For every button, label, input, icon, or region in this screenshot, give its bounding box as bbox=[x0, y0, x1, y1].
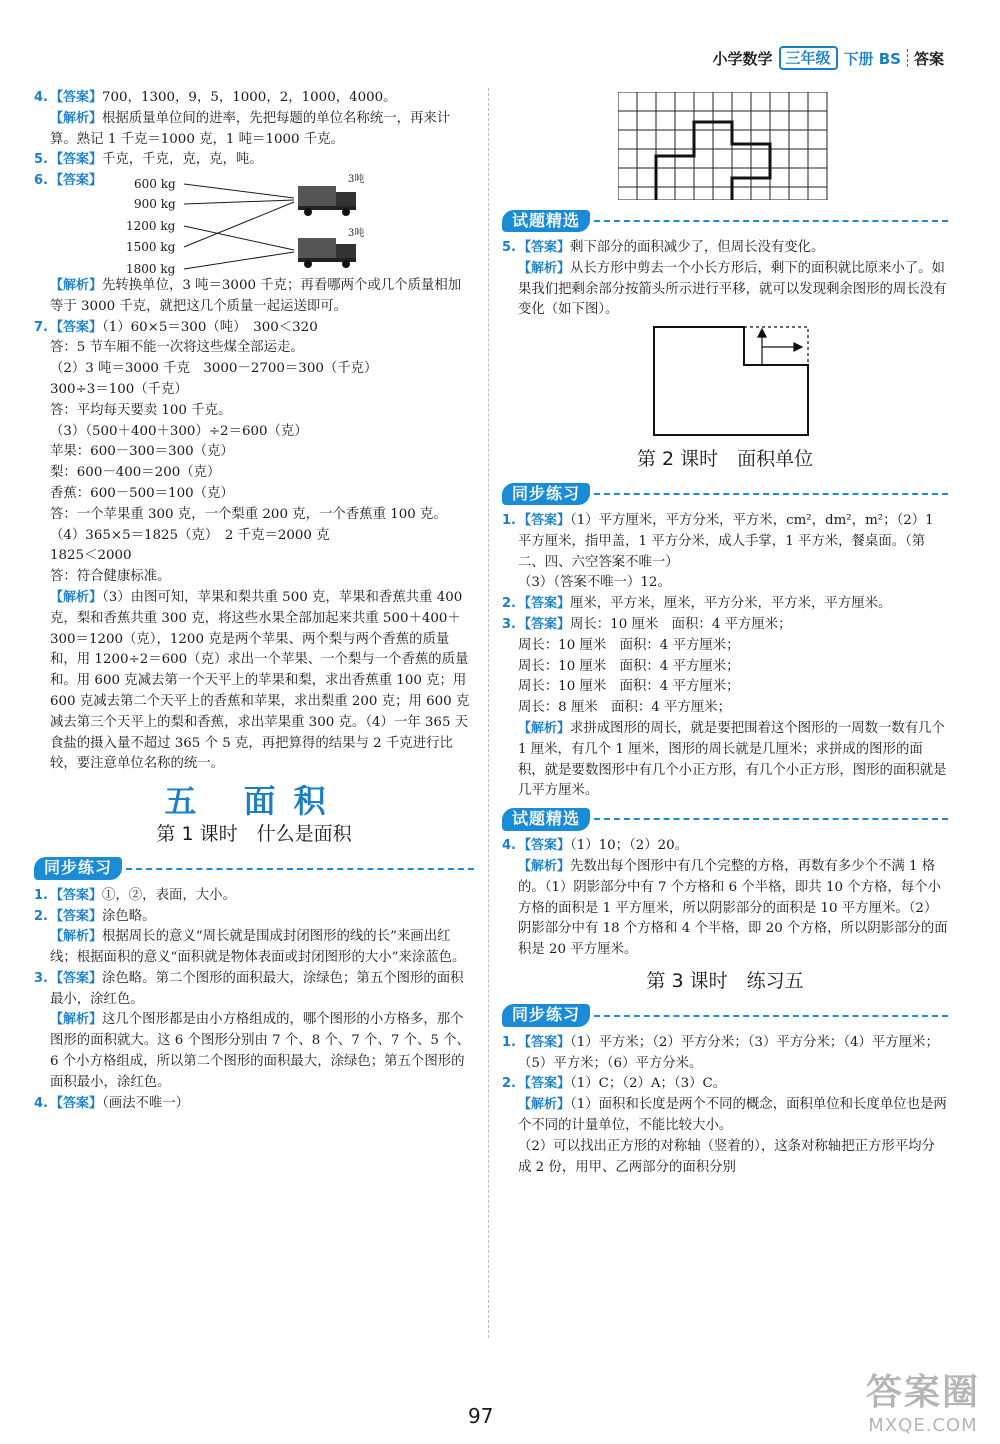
sync-practice-banner bbox=[502, 480, 948, 508]
question-number: 6. bbox=[34, 173, 48, 189]
watermark-logo bbox=[866, 1364, 980, 1436]
answer-line: 300÷3＝100（千克） bbox=[50, 381, 188, 397]
exercise-question-2 bbox=[502, 1074, 948, 1178]
analysis-text: 根据周长的意义“周长就是围成封闭图形的线的长”来画出红线；根据面积的意义“面积就是物体表面或封闭图形的大小”来涂蓝色。 bbox=[50, 929, 466, 966]
question-number: 5. bbox=[34, 152, 48, 168]
banner-label: 同步练习 bbox=[502, 1004, 590, 1027]
sync-question-3 bbox=[34, 969, 474, 1094]
answer-line: 苹果：600－300＝300（克） bbox=[50, 444, 234, 460]
area-unit-question-1 bbox=[502, 511, 948, 594]
answer-text: 千克，千克，克，克，吨。 bbox=[102, 152, 263, 168]
question-number: 1. bbox=[502, 512, 516, 528]
analysis-text: 求拼成图形的周长，就是要把围着这个图形的一周数一数有几个 1 厘米，有几个 1 厘米，图形的周长就是几厘米；求拼成的图形的面积，就是要数图形中有几个小正方形，有几个小正方形，图形的面积就是几平方厘米。 bbox=[518, 720, 947, 799]
answer-text: 涂色略。第二个图形的面积最大，涂绿色；第五个图形的面积最小，涂红色。 bbox=[50, 970, 464, 1007]
header-volume: 下册 BS bbox=[843, 49, 901, 68]
question-number: 2. bbox=[34, 908, 48, 924]
question-7 bbox=[34, 318, 474, 776]
analysis-tag: 【解析】 bbox=[50, 1012, 103, 1028]
question-number: 2. bbox=[502, 1076, 516, 1092]
weight-label: 1200 kg bbox=[126, 218, 176, 233]
sync-practice-banner bbox=[502, 1002, 948, 1030]
area-unit-question-4 bbox=[502, 836, 948, 961]
lesson-title: 第 3 课时 练习五 bbox=[646, 969, 804, 992]
weight-label: 1500 kg bbox=[126, 239, 176, 254]
analysis-text: （3）由图可知，苹果和梨共重 500 克，苹果和香蕉共重 400 克，梨和香蕉共重 300 克，将这些水果全部加起来共重 500＋400＋300＝1200（克），1200 克是两个苹果、两个梨与两个香蕉的质量和，用 1200÷2＝600（克）求出一个苹果、一个梨与一个香蕉的质量和。用 600 克减去第一个天平上的苹果和梨，求出香蕉重 100 克；用 600 克减去第二个天平上的香蕉和苹果，求出梨重 200 克；用 600 克减去第三个天平上的梨和香蕉，求出苹果重 300 克。（4）一年 365 天食盐的摄入量不超过 365 个 5 克，再把算得的结果与 2 千克进行比较，要注意单位名称的统一。 bbox=[50, 589, 470, 772]
column-divider bbox=[488, 88, 489, 1338]
answer-text: （1）10；（2）20。 bbox=[570, 838, 689, 854]
analysis-text: 根据质量单位间的进率，先把每题的单位名称统一，再来计算。熟记 1 千克＝1000 克，1 吨＝1000 千克。 bbox=[50, 110, 451, 147]
answer-line: 答：符合健康标准。 bbox=[50, 569, 171, 585]
answer-text: （画法不唯一） bbox=[102, 1095, 190, 1111]
answer-line: 周长：10 厘米 面积：4 平方厘米； bbox=[518, 658, 740, 674]
sync-question-2 bbox=[34, 907, 474, 969]
banner-label: 试题精选 bbox=[502, 808, 590, 831]
grid-drawing-figure bbox=[618, 92, 948, 204]
analysis-tag: 【解析】 bbox=[518, 858, 571, 874]
selected-question-5 bbox=[502, 238, 948, 321]
banner-label: 同步练习 bbox=[502, 483, 590, 506]
answer-line: 梨：600－400＝200（克） bbox=[50, 465, 221, 481]
answer-line: 周长：10 厘米 面积：4 平方厘米； bbox=[570, 616, 792, 632]
answer-tag: 【答案】 bbox=[50, 173, 103, 189]
rectangle-translation-figure bbox=[652, 325, 948, 439]
answer-line: （2）3 吨＝3000 千克 3000－2700＝300（千克） bbox=[50, 361, 378, 377]
answer-tag: 【答案】 bbox=[518, 616, 571, 632]
truck-capacity-label: 3吨 bbox=[348, 227, 365, 239]
selected-questions-banner bbox=[502, 207, 948, 235]
banner-dashes bbox=[594, 1015, 948, 1017]
analysis-text: 先转换单位，3 吨＝3000 千克；再看哪两个或几个质量相加等于 3000 千克，就把这几个质量一起运送即可。 bbox=[50, 277, 462, 314]
area-unit-question-2 bbox=[502, 594, 948, 615]
question-number: 7. bbox=[34, 319, 48, 335]
answer-line: 1825＜2000 bbox=[50, 548, 132, 564]
question-number: 1. bbox=[34, 887, 48, 903]
answer-tag: 【答案】 bbox=[518, 838, 571, 854]
answer-line: （3）（500＋400＋300）÷2＝600（克） bbox=[50, 423, 308, 439]
answer-line: 答：平均每天要卖 100 千克。 bbox=[50, 402, 232, 418]
sync-question-1 bbox=[34, 886, 474, 907]
banner-dashes bbox=[126, 868, 474, 870]
watermark-url: MXQE.COM bbox=[868, 1415, 978, 1436]
answer-tag: 【答案】 bbox=[50, 90, 103, 105]
page-number: 97 bbox=[468, 1404, 494, 1428]
lesson-title: 第 2 课时 面积单位 bbox=[636, 448, 814, 471]
answer-tag: 【答案】 bbox=[518, 596, 571, 612]
sync-practice-banner bbox=[34, 855, 474, 883]
answer-text: （1）平方厘米，平方分米，平方米，cm²，dm²，m²；（2）1 平方厘米，指甲盖，1 平方分米，成人手掌，1 平方米，餐桌面。（第二、四、六空答案不唯一） bbox=[518, 512, 934, 570]
analysis-tag: 【解析】 bbox=[50, 589, 103, 605]
header-answers: 答案 bbox=[913, 49, 944, 68]
analysis-text: 先数出每个图形中有几个完整的方格，再数有多少个不满 1 格的。（1）阴影部分中有 7 个方格和 6 个半格，即共 10 个方格，每个小方格的面积是 1 平方厘米，所以阴影部分的面积是 10 平方厘米。（2）阴影部分中有 18 个方格和 4 个半格，即 20 个方格，所以阴影部分的面积是 20 平方厘米。 bbox=[518, 858, 948, 958]
cut-rectangle-diagram bbox=[652, 325, 822, 437]
square-grid bbox=[618, 92, 828, 200]
page-header bbox=[712, 46, 944, 70]
answer-tag: 【答案】 bbox=[50, 970, 103, 986]
analysis-tag: 【解析】 bbox=[518, 720, 571, 736]
weight-label: 600 kg bbox=[134, 176, 176, 191]
analysis-tag: 【解析】 bbox=[50, 277, 103, 293]
answer-text: ①，②，表面，大小。 bbox=[102, 887, 236, 903]
answer-tag: 【答案】 bbox=[518, 512, 571, 528]
weight-matching-figure bbox=[126, 172, 474, 276]
weight-label: 900 kg bbox=[134, 196, 176, 211]
question-number: 3. bbox=[502, 616, 516, 632]
analysis-tag: 【解析】 bbox=[518, 1097, 571, 1113]
analysis-tag: 【解析】 bbox=[50, 929, 103, 945]
answer-line: 周长：8 厘米 面积：4 平方厘米； bbox=[518, 700, 732, 716]
header-divider bbox=[907, 49, 908, 67]
answer-tag: 【答案】 bbox=[50, 1095, 103, 1111]
answer-tag: 【答案】 bbox=[50, 152, 103, 168]
question-number: 2. bbox=[502, 596, 516, 612]
answer-text: 700，1300，9，5，1000，2，1000，4000。 bbox=[102, 90, 397, 105]
banner-label: 试题精选 bbox=[502, 210, 590, 233]
sync-question-4 bbox=[34, 1094, 474, 1115]
analysis-line: （2）可以找出正方形的对称轴（竖着的），这条对称轴把正方形平均分成 2 份，用甲、乙两部分的面积分别 bbox=[518, 1138, 935, 1175]
answer-text: （1）平方米；（2）平方分米；（3）平方分米；（4）平方厘米；（5）平方米；（6）平方分米。 bbox=[518, 1034, 939, 1071]
question-5 bbox=[34, 150, 474, 171]
answer-line: 周长：10 厘米 面积：4 平方厘米； bbox=[518, 679, 740, 695]
answer-text: 剩下部分的面积减少了，但周长没有变化。 bbox=[570, 240, 825, 255]
banner-label: 同步练习 bbox=[34, 857, 122, 880]
arrow-icon bbox=[758, 329, 802, 365]
answer-line: 香蕉：600－500＝100（克） bbox=[50, 485, 234, 501]
unit-title: 五 面积 bbox=[164, 782, 344, 821]
watermark-text: 答案圈 bbox=[865, 1372, 980, 1413]
question-4 bbox=[34, 88, 474, 150]
analysis-tag: 【解析】 bbox=[50, 110, 103, 126]
answer-line: （3）（答案不唯一）12。 bbox=[518, 575, 671, 591]
question-number: 1. bbox=[502, 1034, 516, 1050]
weight-label: 1800 kg bbox=[126, 261, 176, 276]
analysis-tag: 【解析】 bbox=[518, 260, 571, 276]
answer-text: 厘米，平方米，厘米，平方分米，平方米，平方厘米。 bbox=[570, 596, 892, 612]
header-grade-badge: 三年级 bbox=[779, 46, 838, 70]
selected-questions-banner bbox=[502, 805, 948, 833]
truck-capacity-label: 3吨 bbox=[348, 173, 365, 185]
question-number: 5. bbox=[502, 240, 516, 255]
answer-tag: 【答案】 bbox=[50, 887, 103, 903]
matching-diagram bbox=[126, 172, 406, 278]
answer-text: 涂色略。 bbox=[102, 908, 156, 924]
answer-line: 周长：10 厘米 面积：4 平方厘米； bbox=[518, 637, 740, 653]
lesson-title: 第 1 课时 什么是面积 bbox=[156, 822, 352, 845]
question-6 bbox=[34, 171, 474, 317]
answer-tag: 【答案】 bbox=[518, 240, 571, 255]
answer-line: 答：5 节车厢不能一次将这些煤全部运走。 bbox=[50, 340, 304, 356]
left-column bbox=[34, 88, 474, 1114]
matching-lines bbox=[184, 184, 294, 269]
analysis-text: 这几个图形都是由小方格组成的，哪个图形的小方格多，那个图形的面积就大。这 6 个图形分别由 7 个、8 个、7 个、7 个、5 个、6 个小方格组成，所以第二个图形的面积最大，涂绿色；第五个图形的面积最小，涂红色。 bbox=[50, 1012, 470, 1090]
area-unit-question-3 bbox=[502, 615, 948, 802]
banner-dashes bbox=[594, 493, 948, 495]
exercise-question-1 bbox=[502, 1033, 948, 1075]
truck-icon bbox=[298, 238, 356, 268]
answer-line: 答：一个苹果重 300 克，一个梨重 200 克，一个香蕉重 100 克。 bbox=[50, 506, 447, 522]
truck-icon bbox=[298, 186, 356, 216]
question-number: 4. bbox=[502, 838, 516, 854]
right-column bbox=[502, 92, 948, 1178]
question-number: 4. bbox=[34, 1095, 48, 1111]
question-number: 3. bbox=[34, 970, 48, 986]
answer-line: （4）365×5＝1825（克） 2 千克＝2000 克 bbox=[50, 527, 330, 543]
remaining-shape bbox=[654, 327, 808, 435]
analysis-text: （1）面积和长度是两个不同的概念，面积单位和长度单位也是两个不同的计量单位，不能比较大小。 bbox=[518, 1097, 947, 1133]
banner-dashes bbox=[594, 818, 948, 820]
answer-tag: 【答案】 bbox=[518, 1076, 571, 1092]
banner-dashes bbox=[594, 220, 948, 222]
question-number: 4. bbox=[34, 90, 48, 105]
answer-tag: 【答案】 bbox=[50, 908, 103, 924]
header-subject: 小学数学 bbox=[712, 49, 773, 68]
answer-tag: 【答案】 bbox=[518, 1034, 571, 1050]
analysis-text: 从长方形中剪去一个小长方形后，剩下的面积就比原来小了。如果我们把剩余部分按箭头所示进行平移，就可以发现剩余图形的周长没有变化（如下图）。 bbox=[518, 260, 947, 318]
answer-line: （1）60×5＝300（吨） 300＜320 bbox=[102, 319, 318, 335]
answer-tag: 【答案】 bbox=[50, 319, 103, 335]
answer-text: （1）C；（2）A；（3）C。 bbox=[570, 1076, 727, 1092]
